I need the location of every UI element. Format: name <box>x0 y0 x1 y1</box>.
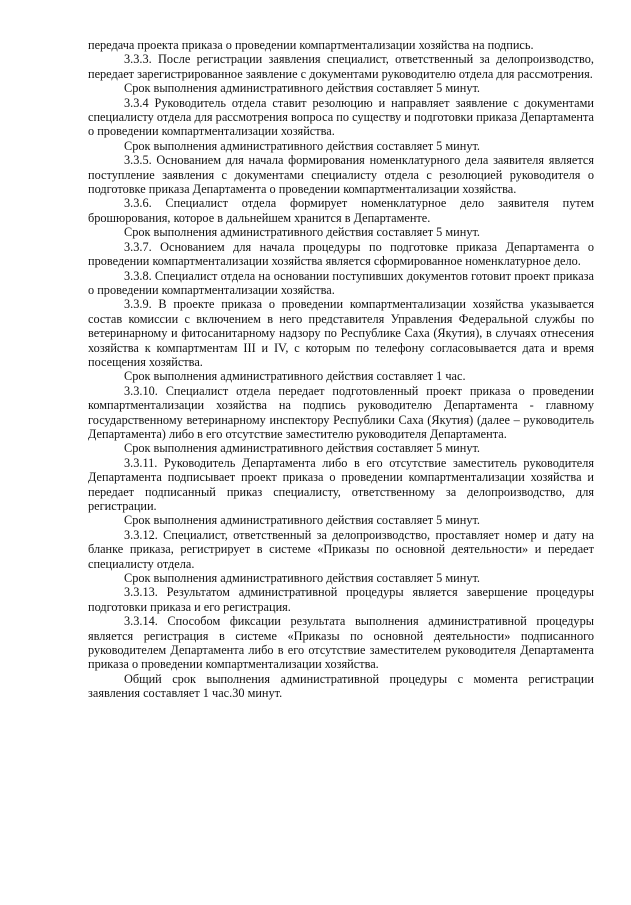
paragraph-continuation: передача проекта приказа о проведении компартментализации хозяйства на подпись. <box>88 38 534 52</box>
paragraph-deadline: Срок выполнения административного действия составляет 5 минут. <box>124 513 480 528</box>
paragraph-3-3-8: 3.3.8. Специалист отдела на основании поступивших документов готовит проект приказа о проведении компартментализации хозяйства. <box>88 268 594 297</box>
paragraph-3-3-13: 3.3.13. Результатом административной процедуры является завершение процедуры подготовки приказа и его регистрация. <box>88 585 594 614</box>
paragraph-3-3-14: 3.3.14. Способом фиксации результата выполнения административной процедуры является регистрация в системе «Приказы по основной деятельности» подписанного руководителем Департамента либо в его отсутствие заместителем руководителя Департамента приказа о проведении компартментализации хозяйства. <box>88 614 594 672</box>
paragraph-deadline: Срок выполнения административного действия составляет 1 час. <box>124 369 466 384</box>
paragraph-3-3-6: 3.3.6. Специалист отдела формирует номенклатурное дело заявителя путем брошюрования, которое в дальнейшем хранится в Департаменте. <box>88 196 594 225</box>
paragraph-3-3-4: 3.3.4 Руководитель отдела ставит резолюцию и направляет заявление с документами специалисту отдела для рассмотрения вопроса по существу и подготовки приказа Департамента о проведении компартментализации хозяйства. <box>88 95 594 139</box>
paragraph-deadline: Срок выполнения административного действия составляет 5 минут. <box>124 138 480 153</box>
paragraph-3-3-7: 3.3.7. Основанием для начала процедуры по подготовке приказа Департамента о проведении компартментализации хозяйства является сформированное номенклатурное дело. <box>88 239 594 269</box>
document-page <box>88 38 594 701</box>
paragraph-deadline: Срок выполнения административного действия составляет 5 минут. <box>124 225 480 240</box>
paragraph-total-deadline: Общий срок выполнения административной процедуры с момента регистрации заявления составляет 1 час.30 минут. <box>88 671 594 701</box>
paragraph-3-3-9: 3.3.9. В проекте приказа о проведении компартментализации хозяйства указывается состав комиссии с включением в него представителя Управления Федеральной службы по ветеринарному и фитосанитарному надзору по Республике Саха (Якутия), в случаях отнесения хозяйства к компартментам III и IV, с которым по телефону согласовывается дата и время посещения хозяйства. <box>88 297 594 369</box>
paragraph-3-3-5: 3.3.5. Основанием для начала формирования номенклатурного дела заявителя является поступление заявления с документами специалисту отдела с резолюцией руководителя о подготовке приказа Департамента о проведении компартментализации хозяйства. <box>88 153 594 197</box>
paragraph-3-3-3: 3.3.3. После регистрации заявления специалист, ответственный за делопроизводство, передает зарегистрированное заявление с документами руководителю отдела для рассмотрения. <box>88 52 594 81</box>
paragraph-deadline: Срок выполнения административного действия составляет 5 минут. <box>124 571 480 586</box>
paragraph-3-3-12: 3.3.12. Специалист, ответственный за делопроизводство, проставляет номер и дату на бланке приказа, регистрирует в системе «Приказы по основной деятельности» и передает специалисту отдела. <box>88 527 594 571</box>
paragraph-3-3-11: 3.3.11. Руководитель Департамента либо в его отсутствие заместитель руководителя Департамента подписывает проект приказа о проведении компартментализации хозяйства и передает подписанный приказ специалисту, ответственному за делопроизводство, для регистрации. <box>88 455 594 513</box>
paragraph-3-3-10: 3.3.10. Специалист отдела передает подготовленный проект приказа о проведении компартментализации хозяйства на подпись руководителю Департамента - главному государственному ветеринарному инспектору Республики Саха (Якутия) (далее – руководитель Департамента) либо в его отсутствие заместителю руководителя Департамента. <box>88 383 594 441</box>
paragraph-deadline: Срок выполнения административного действия составляет 5 минут. <box>124 81 480 96</box>
paragraph-deadline: Срок выполнения административного действия составляет 5 минут. <box>124 441 480 456</box>
